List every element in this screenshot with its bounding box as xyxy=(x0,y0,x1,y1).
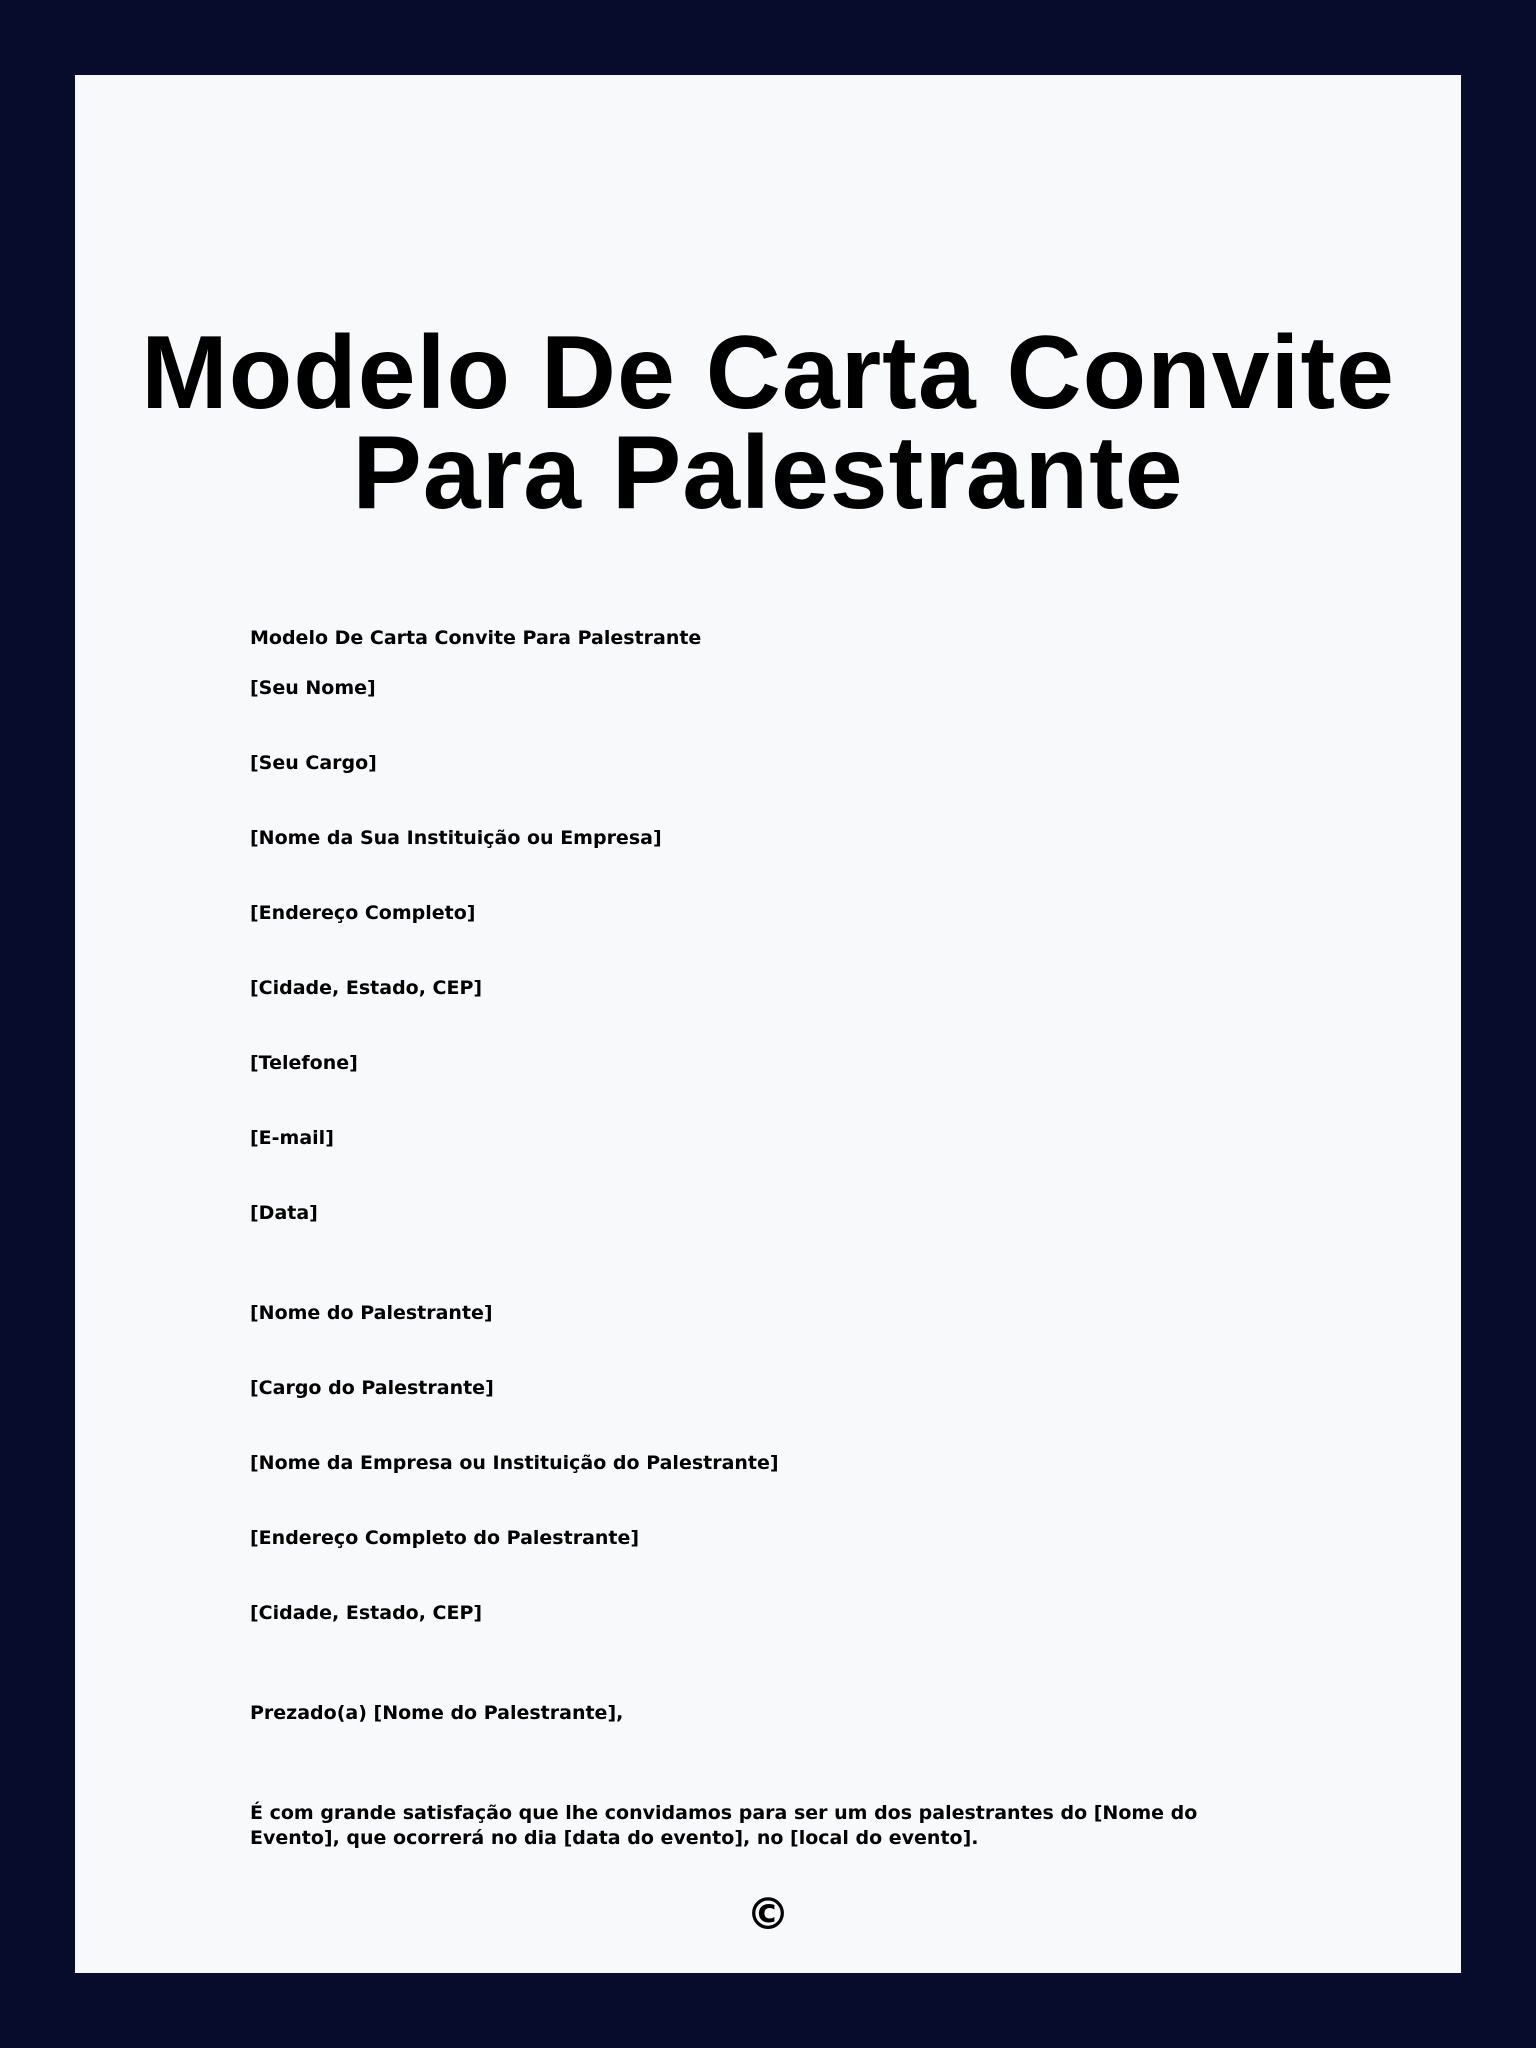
document-title-line-2: Para Palestrante xyxy=(352,415,1184,531)
sender-email: [E-mail] xyxy=(250,1127,334,1149)
recipient-position: [Cargo do Palestrante] xyxy=(250,1377,494,1399)
document-title-line-1: Modelo De Carta Convite xyxy=(141,315,1395,431)
sender-name: [Seu Nome] xyxy=(250,677,376,699)
recipient-name: [Nome do Palestrante] xyxy=(250,1302,493,1324)
recipient-address: [Endereço Completo do Palestrante] xyxy=(250,1527,640,1549)
document-page xyxy=(75,75,1461,1973)
document-title xyxy=(75,315,1461,531)
recipient-city-state-zip: [Cidade, Estado, CEP] xyxy=(250,1602,483,1624)
sender-phone: [Telefone] xyxy=(250,1052,358,1074)
sender-organization: [Nome da Sua Instituição ou Empresa] xyxy=(250,827,662,849)
copyright-icon: © xyxy=(746,1889,790,1940)
sender-city-state-zip: [Cidade, Estado, CEP] xyxy=(250,977,483,999)
letter-heading: Modelo De Carta Convite Para Palestrante xyxy=(250,627,702,649)
letter-date: [Data] xyxy=(250,1202,318,1224)
sender-position: [Seu Cargo] xyxy=(250,752,377,774)
recipient-organization: [Nome da Empresa ou Instituição do Palestrante] xyxy=(250,1452,779,1474)
salutation: Prezado(a) [Nome do Palestrante], xyxy=(250,1702,624,1724)
body-paragraph: É com grande satisfação que lhe convidamos para ser um dos palestrantes do [Nome do Evento], que ocorrerá no dia [data do evento], no [local do evento]. xyxy=(250,1802,1198,1849)
sender-address: [Endereço Completo] xyxy=(250,902,476,924)
